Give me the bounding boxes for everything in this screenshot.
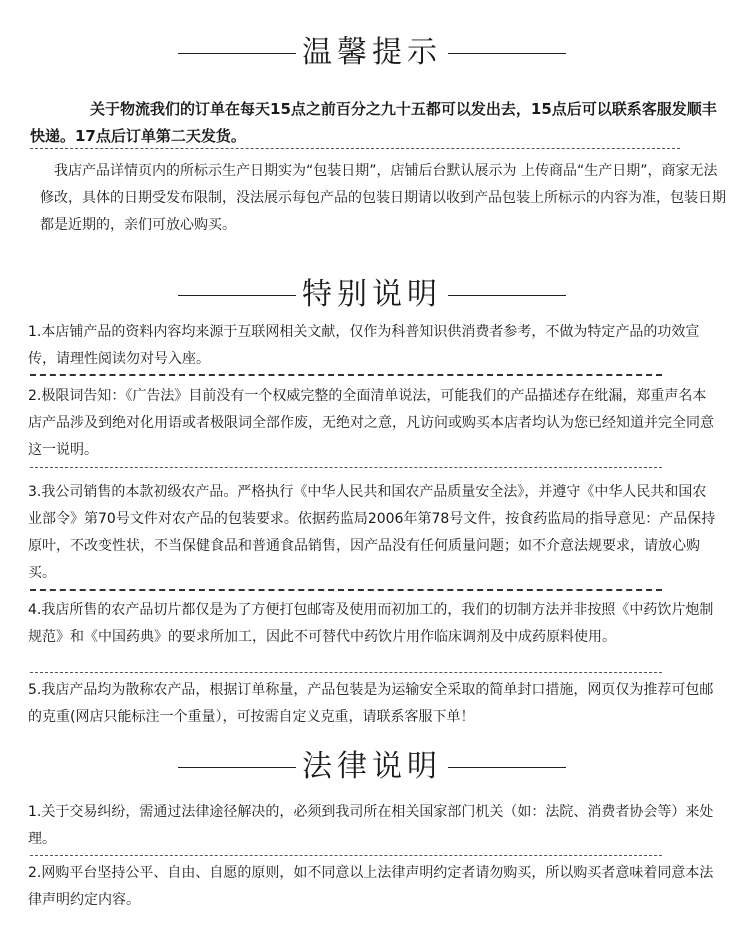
separator bbox=[30, 374, 662, 376]
special-item: 2.极限词告知：《广告法》目前没有一个权威完整的全面清单说法，可能我们的产品描述存在纰漏，郑重声名本店产品涉及到绝对化用语或者极限词全部作废，无绝对之意，凡访问或购买本店者均认为您已经知道并完全同意这一说明。 bbox=[28, 388, 714, 458]
legal-title: 法律说明 bbox=[302, 749, 442, 784]
heading-line-left bbox=[178, 767, 296, 768]
heading-line-right bbox=[448, 767, 566, 768]
heading-line-right bbox=[448, 295, 566, 296]
legal-item: 1.关于交易纠纷，需通过法律途径解决的，必须到我司所在相关国家部门机关（如：法院、消费者协会等）来处理。 bbox=[28, 804, 714, 847]
shipping-notice: 关于物流我们的订单在每天15点之前百分之九十五都可以发出去，15点后可以联系客服发顺丰快递。17点后订单第二天发货。 bbox=[30, 100, 717, 145]
special-item: 4.我店所售的农产品切片都仅是为了方便打包邮寄及使用而初加工的，我们的切制方法并非按照《中药饮片炮制规范》和《中国药典》的要求所加工，因此不可替代中药饮片用作临床调剂及中成药原料使用。 bbox=[28, 602, 714, 645]
legal-heading bbox=[0, 749, 744, 784]
heading-line-right bbox=[448, 53, 566, 54]
heading-line-left bbox=[178, 295, 296, 296]
separator bbox=[30, 467, 662, 468]
legal-item: 2.网购平台坚持公平、自由、自愿的原则，如不同意以上法律声明约定者请勿购买，所以购买者意味着同意本法律声明约定内容。 bbox=[28, 865, 714, 908]
special-heading bbox=[0, 277, 744, 312]
separator bbox=[30, 672, 662, 673]
special-item: 5.我店产品均为散称农产品，根据订单称量，产品包装是为运输安全采取的简单封口措施，网页仅为推荐可包邮的克重(网店只能标注一个重量），可按需自定义克重，请联系客服下单！ bbox=[28, 682, 714, 725]
separator bbox=[30, 855, 662, 856]
special-item: 1.本店铺产品的资料内容均来源于互联网相关文献，仅作为科普知识供消费者参考，不做为特定产品的功效宣传，请理性阅读勿对号入座。 bbox=[28, 324, 700, 367]
notice-title: 温馨提示 bbox=[302, 35, 442, 70]
separator bbox=[30, 589, 662, 591]
notice-heading bbox=[0, 35, 744, 70]
special-item: 3.我公司销售的本款初级农产品。严格执行《中华人民共和国农产品质量安全法》，并遵守《中华人民共和国农业部令》第70号文件对农产品的包装要求。依据药监局2006年第78号文件，按食药监局的指导意见：产品保持原叶，不改变性状，不当保健食品和普通食品销售，因产品没有任何质量问题；如不介意法规要求，请放心购买。 bbox=[28, 484, 716, 581]
special-title: 特别说明 bbox=[302, 277, 442, 312]
heading-line-left bbox=[178, 53, 296, 54]
date-notice: 我店产品详情页内的所标示生产日期实为“包装日期”，店铺后台默认展示为 上传商品“生产日期”，商家无法修改，具体的日期受发布限制，没法展示每包产品的包装日期请以收到产品包装上所标示的内容为准，包装日期都是近期的，亲们可放心购买。 bbox=[40, 163, 726, 233]
separator bbox=[30, 148, 680, 149]
